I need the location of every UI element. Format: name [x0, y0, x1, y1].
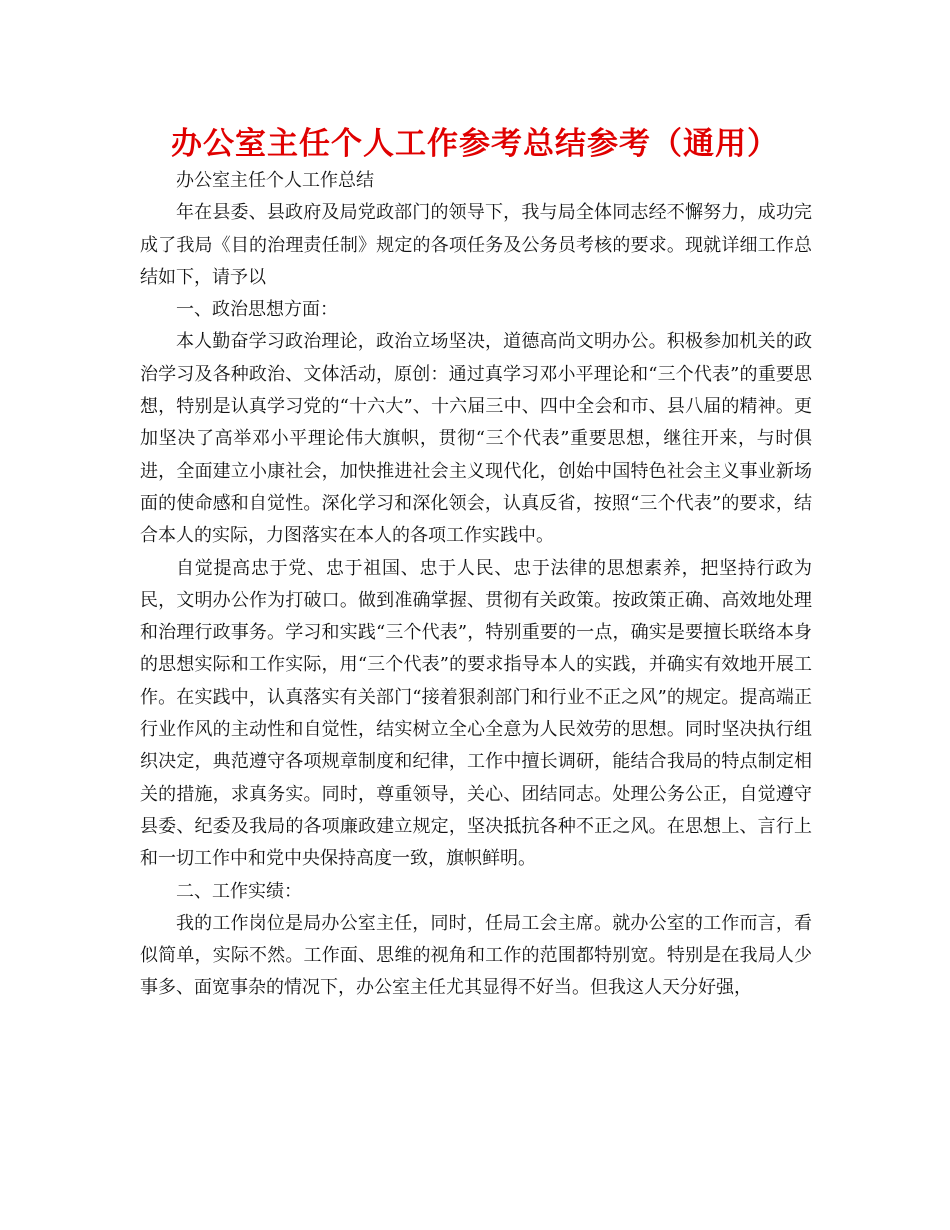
section-heading-politics: 一、政治思想方面： [176, 299, 338, 321]
paragraph-intro: 年在县委、县政府及局党政部门的领导下，我与局全体同志经不懈努力，成功完成了我局《目的治理责任制》规定的各项任务及公务员考核的要求。现就详细工作总结如下，请予以 [140, 202, 812, 288]
paragraph-subtitle: 办公室主任个人工作总结 [176, 170, 374, 191]
paragraph-politics-practice: 自觉提高忠于党、忠于祖国、忠于人民、忠于法律的思想素养，把坚持行政为民，文明办公作为打破口。做到准确掌握、贯彻有关政策。按政策正确、高效地处理和治理行政事务。学习和实践“三个代表”，特别重要的一点，确实是要擅长联络本身的思想实际和工作实际，用“三个代表”的要求指导本人的实践，并确实有效地开展工作。在实践中，认真落实有关部门“接着狠刹部门和行业不正之风”的规定。提高端正行业作风的主动性和自觉性，结实树立全心全意为人民效劳的思想。同时坚决执行组织决定，典范遵守各项规章制度和纪律，工作中擅长调研，能结合我局的特点制定相关的措施，求真务实。同时，尊重领导，关心、团结同志。处理公务公正，自觉遵守县委、纪委及我局的各项廉政建立规定，坚决抵抗各种不正之风。在思想上、言行上和一切工作中和党中央保持高度一致，旗帜鲜明。 [140, 557, 812, 870]
document-body [140, 165, 812, 1005]
paragraph-achievements: 我的工作岗位是局办公室主任，同时，任局工会主席。就办公室的工作而言，看似简单，实际不然。工作面、思维的视角和工作的范围都特别宽。特别是在我局人少事多、面宽事杂的情况下，办公室主任尤其显得不好当。但我这人天分好强， [140, 912, 812, 999]
section-heading-achievements: 二、工作实绩： [176, 880, 302, 902]
document-title: 办公室主任个人工作参考总结参考（通用） [171, 126, 779, 162]
paragraph-politics-study: 本人勤奋学习政治理论，政治立场坚决，道德高尚文明办公。积极参加机关的政治学习及各种政治、文体活动，原创：通过真学习邓小平理论和“三个代表”的重要思想，特别是认真学习党的“十六大”、十六届三中、四中全会和市、县八届的精神。更加坚决了高举邓小平理论伟大旗帜，贯彻“三个代表”重要思想，继往开来，与时俱进，全面建立小康社会，加快推进社会主义现代化，创始中国特色社会主义事业新场面的使命感和自觉性。深化学习和深化领会，认真反省，按照“三个代表”的要求，结合本人的实际，力图落实在本人的各项工作实践中。 [140, 331, 812, 547]
